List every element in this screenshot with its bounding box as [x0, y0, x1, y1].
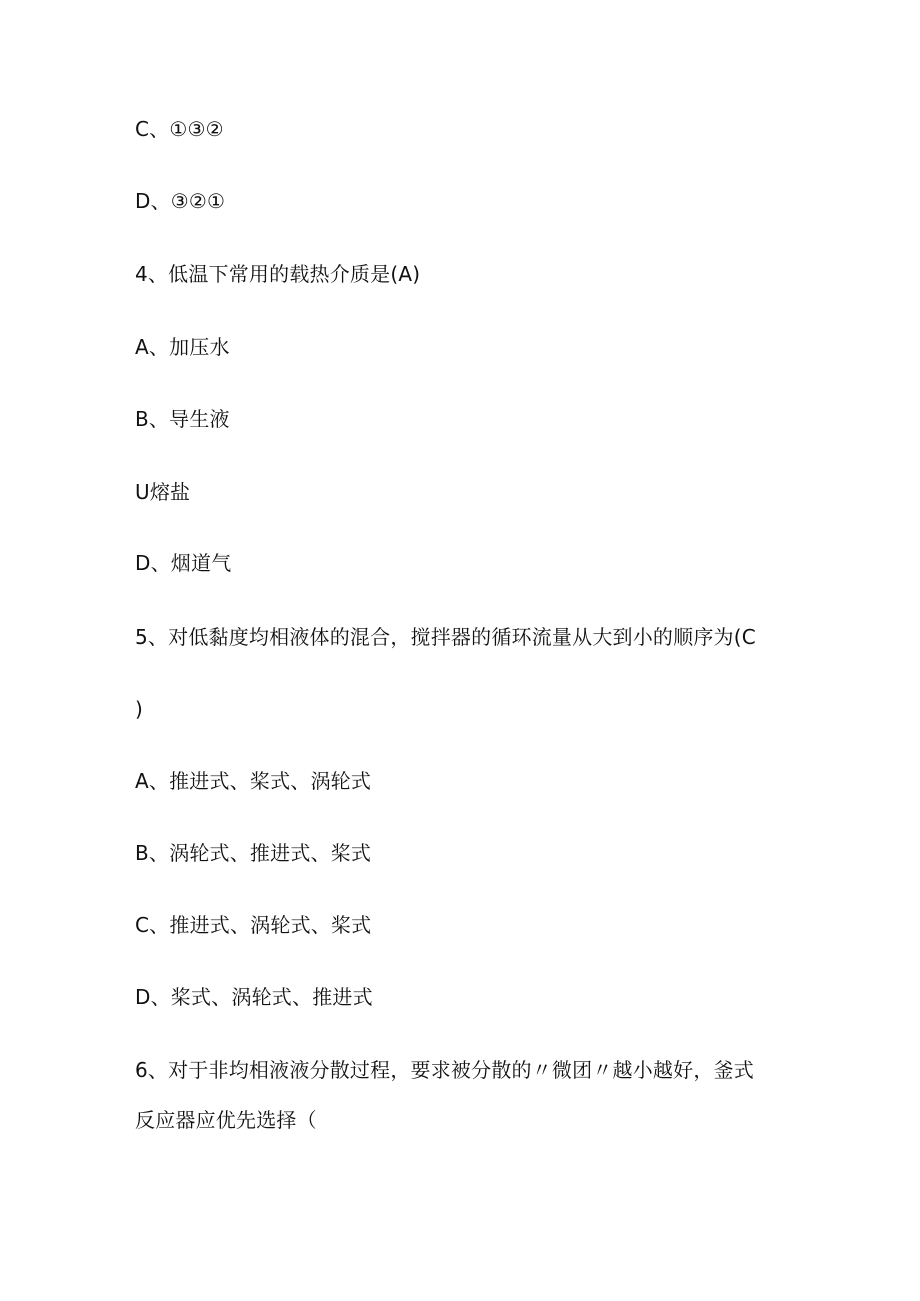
option-d-q4: D、烟道气 [135, 551, 232, 575]
option-a-q4: A、加压水 [135, 335, 230, 359]
option-d-q5: D、桨式、涡轮式、推进式 [135, 985, 373, 1009]
option-b-q4: B、导生液 [135, 407, 230, 431]
question-6-continued: 反应器应优先选择（ [135, 1108, 317, 1132]
question-5-continued: ) [135, 697, 144, 721]
question-6: 6、对于非均相液液分散过程，要求被分散的〃微团〃越小越好，釜式 [135, 1058, 754, 1082]
question-4: 4、低温下常用的载热介质是(A) [135, 262, 421, 286]
option-d-q3: D、③②① [135, 189, 226, 213]
option-c-q4: U熔盐 [135, 480, 191, 504]
option-b-q5: B、涡轮式、推进式、桨式 [135, 841, 372, 865]
option-a-q5: A、推进式、桨式、涡轮式 [135, 769, 372, 793]
option-c-q5: C、推进式、涡轮式、桨式 [135, 913, 372, 937]
question-5: 5、对低黏度均相液体的混合，搅拌器的循环流量从大到小的顺序为(C [135, 625, 756, 649]
option-c-q3: C、①③② [135, 117, 224, 141]
